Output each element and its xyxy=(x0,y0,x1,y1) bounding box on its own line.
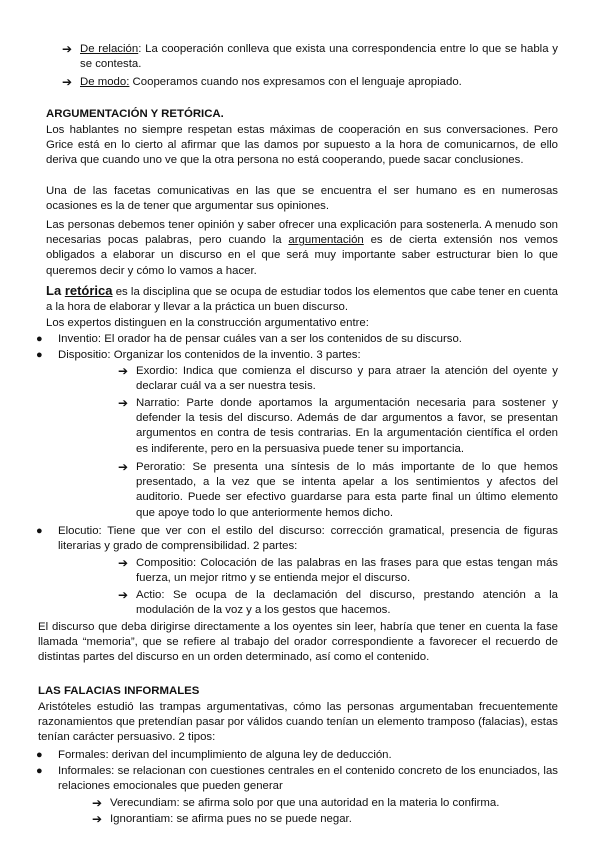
section-heading-falacias: LAS FALACIAS INFORMALES xyxy=(38,685,200,697)
section-heading-argumentacion: ARGUMENTACIÓN Y RETÓRICA. xyxy=(46,108,224,120)
arrow-icon: ➔ xyxy=(92,812,103,826)
paragraph-retorica xyxy=(46,283,558,315)
paragraph-opinion xyxy=(46,218,558,279)
sublist-item-exordio: Exordio: Indica que comienza el discurso y para atraer la atención del oyente y declarar cuál va a ser nuestra tesis. xyxy=(136,365,558,393)
term-argumentacion: argumentación xyxy=(288,234,364,247)
list-item-informales: Informales: se relacionan con cuestiones centrales en el contenido concreto de los enunciados, las relaciones emocionales que pueden generar xyxy=(58,765,558,793)
paragraph-retorica-text: es la disciplina que se ocupa de estudiar todos los elementos que cabe tener en cuenta a la hora de elaborar y llevar a la práctica un buen discurso. xyxy=(46,286,558,314)
arrow-icon: ➔ xyxy=(62,42,73,56)
bullet-icon: ● xyxy=(36,749,43,761)
paragraph-aristoteles: Aristóteles estudió las trampas argumentativas, cómo las personas argumentaban frecuentemente razonamientos que pretendían pasar por válidos cuando tenían un elemento tramposo (falacias), estas tenían carácter persuasivo. 2 tipos: xyxy=(38,701,558,744)
paragraph-expertos: Los expertos distinguen en la construcción argumentativo entre: xyxy=(46,317,369,329)
bullet-icon: ● xyxy=(36,333,43,345)
sublist-item-narratio: Narratio: Parte donde aportamos la argumentación necesaria para sostener y defender la tesis del discurso. Además de dar argumentos a favor, se presentan argumentos en contra de tesis contrarias. En la argumentación científica el orden es indiferente, pero en la persuasiva puede tener su importancia. xyxy=(136,397,558,455)
sublist-item-ignorantiam: Ignorantiam: se afirma pues no se puede negar. xyxy=(110,813,352,825)
arrow-icon: ➔ xyxy=(62,75,73,89)
sublist-item-compositio: Compositio: Colocación de las palabras en las frases para que estas tengan más fuerza, un mejor ritmo y se entienda mejor el discurso. xyxy=(136,557,558,585)
arrow-icon: ➔ xyxy=(92,796,103,810)
item-relacion xyxy=(80,42,558,72)
arrow-icon: ➔ xyxy=(118,460,129,474)
list-item-inventio: Inventio: El orador ha de pensar cuáles van a ser los contenidos de su discurso. xyxy=(58,333,462,345)
item-modo-text: Cooperamos cuando nos expresamos con el lenguaje apropiado. xyxy=(129,76,462,88)
bullet-icon: ● xyxy=(36,765,43,777)
paragraph-memoria: El discurso que deba dirigirse directamente a los oyentes sin leer, habría que tener en cuenta la fase llamada “memoria”, que se refiere al trabajo del orador correspondiente a favorecer el recuerdo de distintas partes del discurso en un orden determinado, así como el contenido. xyxy=(38,621,558,664)
bullet-icon: ● xyxy=(36,525,43,537)
list-item-elocutio: Elocutio: Tiene que ver con el estilo del discurso: corrección gramatical, presencia de figuras literarias y grado de comprensibilidad. 2 partes: xyxy=(58,525,558,553)
la-word: La xyxy=(46,283,65,298)
arrow-icon: ➔ xyxy=(118,556,129,570)
paragraph-opinion-b: es de cierta extensión nos vemos obligados a elaborar un discurso en el que será muy importante saber estructurar bien lo que queremos decir y cómo lo vamos a hacer. xyxy=(46,234,558,277)
paragraph-facetas: Una de las facetas comunicativas en las que se encuentra el ser humano es en numerosas ocasiones es la de tener que argumentar sus opiniones. xyxy=(46,185,558,213)
bullet-icon: ● xyxy=(36,349,43,361)
term-modo: De modo: xyxy=(80,76,130,88)
item-relacion-text: : La cooperación conlleva que exista una correspondencia entre lo que se habla y se contesta. xyxy=(80,43,558,71)
list-item-dispositio: Dispositio: Organizar los contenidos de la inventio. 3 partes: xyxy=(58,349,361,361)
sublist-item-verecundiam: Verecundiam: se afirma solo por que una autoridad en la materia lo confirma. xyxy=(110,797,500,809)
sublist-item-peroratio: Peroratio: Se presenta una síntesis de lo más importante de lo que hemos presentado, a la vez que se intenta apelar a los sentimientos y afectos del auditorio. Puede ser efectivo guardarse para esta parte final un último elemento que apoye todo lo que anteriormente hemos dicho. xyxy=(136,461,558,519)
arrow-icon: ➔ xyxy=(118,588,129,602)
item-modo xyxy=(80,75,558,90)
term-relacion: De relación xyxy=(80,43,139,55)
arrow-icon: ➔ xyxy=(118,364,129,378)
paragraph-grice: Los hablantes no siempre respetan estas máximas de cooperación en sus conversaciones. Pero Grice está en lo cierto al afirmar que las damos por supuesto a la hora de comunicarnos, de ello deriva que cuando uno ve que la otra persona no está cooperando, puede sacar conclusiones. xyxy=(46,124,558,167)
sublist-item-actio: Actio: Se ocupa de la declamación del discurso, prestando atención a la modulación de la voz y a los gestos que hacemos. xyxy=(136,589,558,617)
arrow-icon: ➔ xyxy=(118,396,129,410)
paragraph-opinion-a: Las personas debemos tener opinión y saber ofrecer una explicación para sostenerla. A menudo son necesarias pocas palabras, pero cuando la xyxy=(46,219,558,247)
list-item-formales: Formales: derivan del incumplimiento de alguna ley de deducción. xyxy=(58,749,392,761)
term-retorica: retórica xyxy=(64,283,113,298)
